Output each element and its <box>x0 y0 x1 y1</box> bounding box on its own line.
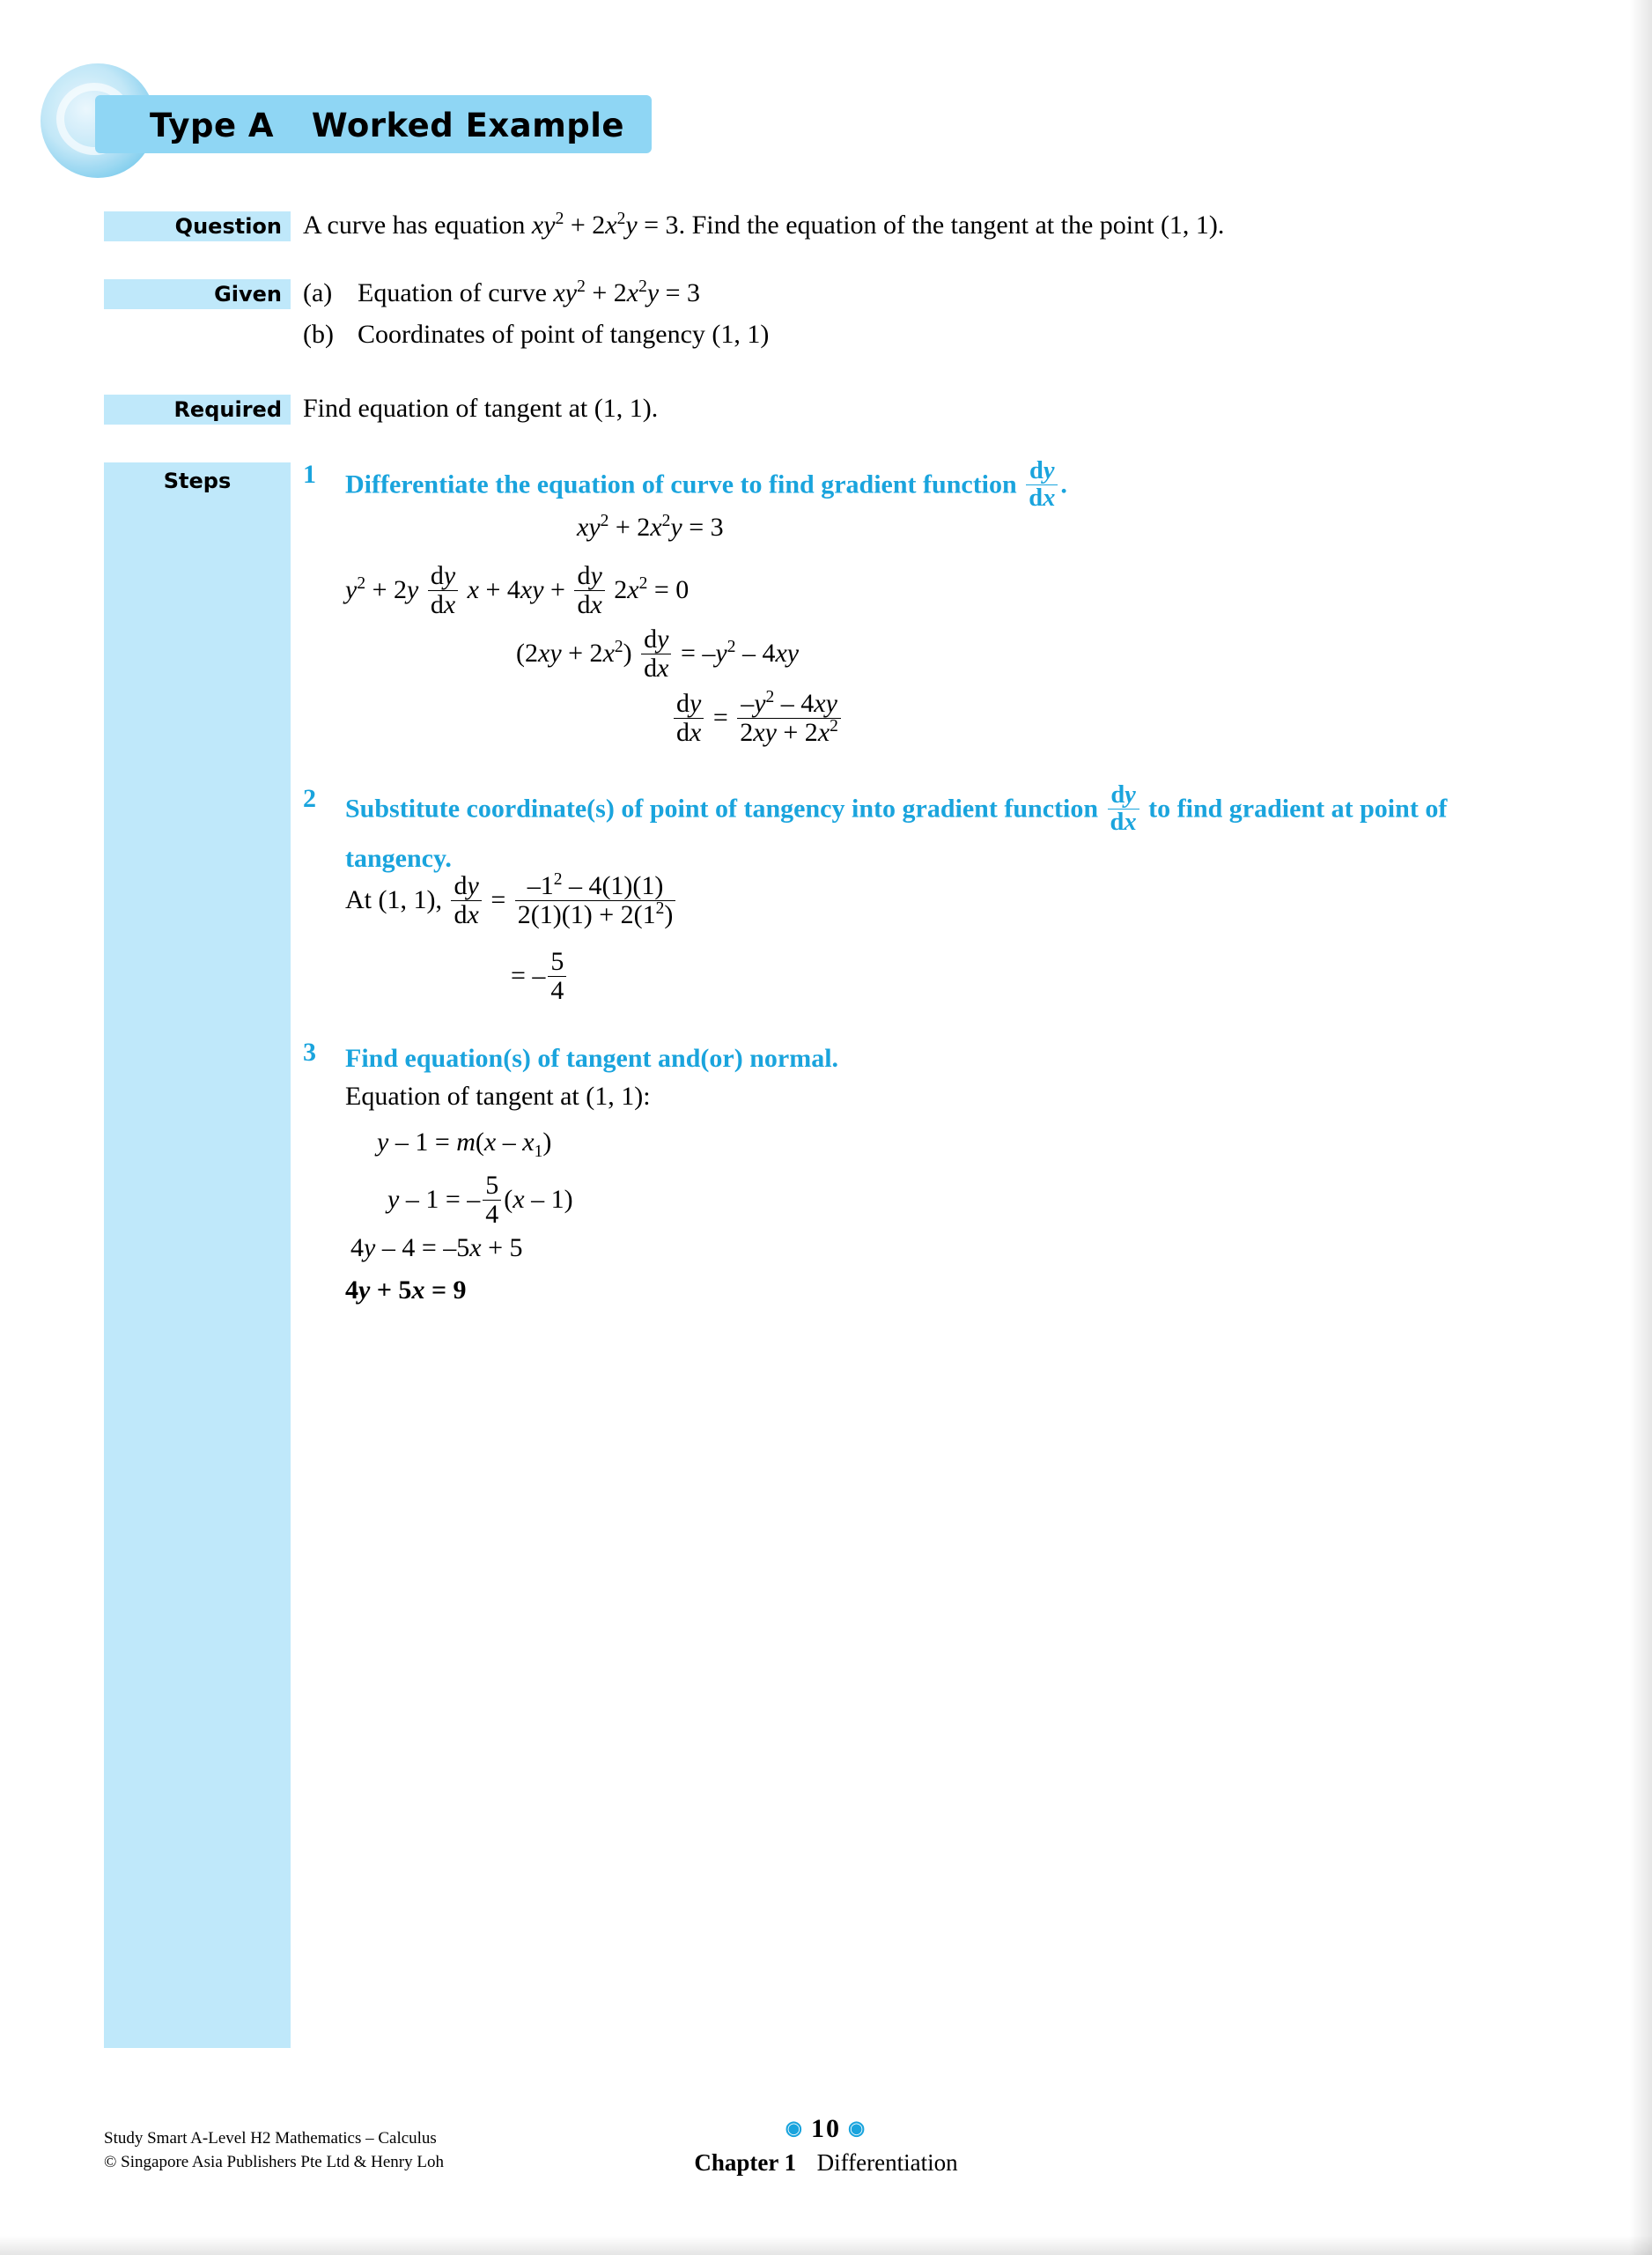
step-1-line-1: $xy^2 + 2x^2y = 3$ <box>577 512 724 542</box>
label-required: Required <box>104 395 291 425</box>
page-number-value: 10 <box>811 2114 841 2143</box>
given-marker-b: (b) <box>303 320 334 349</box>
chapter-title: Differentiation <box>816 2149 958 2176</box>
step-3-number: 3 <box>303 1038 316 1067</box>
dydx-fraction: $\frac{dy}{dx}$ <box>1108 782 1139 836</box>
chapter-line <box>0 2149 1652 2177</box>
question-equation: $xy^2 + 2x^2y = 3$ <box>531 210 679 240</box>
page-number <box>0 2114 1652 2144</box>
step-2-heading <box>345 781 1464 880</box>
step-1-heading-after: . <box>1060 469 1067 499</box>
given-text-b: Coordinates of point of tangency (1, 1) <box>358 320 770 349</box>
dydx-fraction: $\frac{dy}{dx}$ <box>1026 458 1058 512</box>
banner-title <box>150 104 624 148</box>
banner-heading: Worked Example <box>311 107 625 144</box>
step-3-answer: 4y + 5x = 9 <box>345 1275 467 1305</box>
dot-left-icon: ◉ <box>785 2117 804 2139</box>
question-text-after: . Find the equation of the tangent at the point (1, 1). <box>678 211 1225 240</box>
step-1-line-3: $(2xy + 2x^2)$ $\frac{dy}{dx}$ = $-y^2 - 4xy$ <box>516 625 800 683</box>
label-steps-text: Steps <box>163 469 232 493</box>
step-3-line-1: $y - 1 = m(x - x_1)$ <box>377 1128 552 1161</box>
given-text-a: Equation of curve $xy^2 + 2x^2y = 3$ <box>358 277 701 307</box>
chapter-label: Chapter 1 <box>694 2149 797 2176</box>
step-1-heading <box>345 457 1446 514</box>
page-bottom-shadow <box>0 2236 1652 2255</box>
footer-center <box>0 2114 1652 2177</box>
footer-source-line-2: © Singapore Asia Publishers Pte Ltd & Henry Loh <box>104 2153 444 2171</box>
given-item-b <box>303 317 1536 352</box>
required-text: Find equation of tangent at (1, 1). <box>303 394 659 423</box>
step-2-number: 2 <box>303 784 316 813</box>
question-text-before: A curve has equation <box>303 211 532 240</box>
worked-example-banner <box>41 95 625 155</box>
label-given: Given <box>104 279 291 309</box>
step-1-line-4: $\frac{dy}{dx}$ = $\frac{-y^2 - 4xy}{2xy + 2x^2}$ <box>671 691 844 748</box>
step-3-line-2: y – 1 = – $\frac{5}{4}$ (x – 1) <box>387 1171 573 1229</box>
step-1-line-2: $y^2 + 2y$ $\frac{dy}{dx}$ x + 4xy + $\frac{dy}{dx}$ $2x^2 = 0$ <box>345 561 690 619</box>
step-2-line-1: At (1, 1), $\frac{dy}{dx}$ = $\frac{-1^2 - 4(1)(1)}{2(1)(1) + 2(1^2)}$ <box>345 874 678 930</box>
banner-type-label: Type A <box>150 107 275 144</box>
question-text <box>303 208 1580 243</box>
step-3-line-0: Equation of tangent at (1, 1): <box>345 1082 651 1111</box>
page-edge-shadow <box>1629 0 1652 2255</box>
label-steps <box>104 462 291 2048</box>
given-marker-a: (a) <box>303 278 333 307</box>
footer-source-line-1: Study Smart A-Level H2 Mathematics – Calculus <box>104 2129 437 2148</box>
step-1-number: 1 <box>303 460 316 489</box>
step-2-heading-after: to find gradient at point of tangency. <box>345 794 1448 873</box>
dot-right-icon: ◉ <box>848 2117 867 2139</box>
step-3-line-3: 4y – 4 = –5x + 5 <box>350 1233 523 1262</box>
label-question: Question <box>104 211 291 241</box>
step-3-heading: Find equation(s) of tangent and(or) normal. <box>345 1044 839 1073</box>
step-2-heading-before: Substitute coordinate(s) of point of tangency into gradient function <box>345 794 1105 824</box>
step-1-heading-before: Differentiate the equation of curve to find gradient function <box>345 469 1024 499</box>
step-2-line-2: = – $\frac{5}{4}$ <box>511 950 569 1006</box>
given-item-a <box>303 276 1536 311</box>
